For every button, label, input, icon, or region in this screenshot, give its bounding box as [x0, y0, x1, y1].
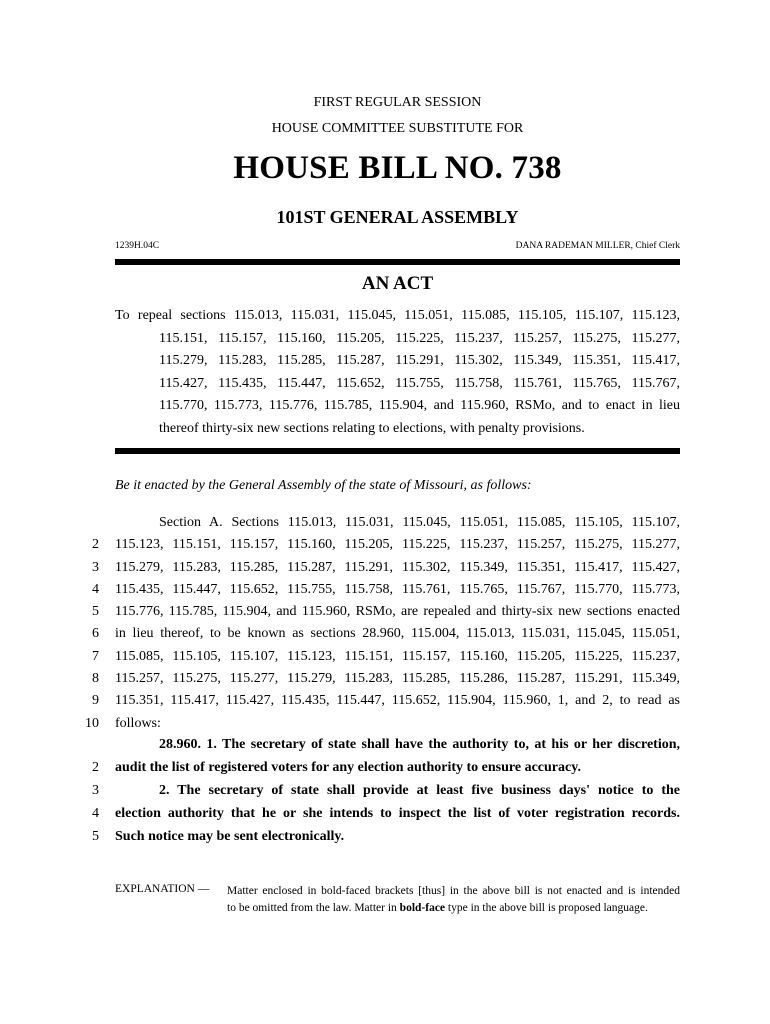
section-line	[74, 733, 680, 756]
substitute-label: HOUSE COMMITTEE SUBSTITUTE FOR	[271, 121, 524, 136]
act-title-line: 115.151, 115.157, 115.160, 115.205, 115.225, 115.237, 115.257, 115.275, 115.277,	[159, 330, 680, 346]
section-line	[74, 779, 680, 802]
section-line	[74, 534, 680, 556]
section-line	[74, 690, 680, 712]
line-text: 28.960. 1. The secretary of state shall have the authority to, at his or her discretion,	[159, 737, 680, 752]
bottom-divider	[115, 448, 680, 454]
explanation-label: EXPLANATION —	[115, 883, 210, 895]
document-code: 1239H.04C	[115, 241, 160, 251]
act-heading: AN ACT	[361, 273, 434, 294]
line-number: 10	[85, 715, 99, 731]
chief-clerk: DANA RADEMAN MILLER, Chief Clerk	[515, 241, 680, 251]
act-title-text	[115, 305, 680, 441]
bill-title: HOUSE BILL NO. 738	[233, 150, 562, 186]
enacting-clause: Be it enacted by the General Assembly of the state of Missouri, as follows:	[115, 478, 532, 493]
line-number: 9	[92, 693, 99, 709]
line-number: 8	[92, 671, 99, 687]
section-line	[74, 825, 680, 848]
section-line	[74, 802, 680, 825]
section-line	[74, 756, 680, 779]
line-text: 115.776, 115.785, 115.904, and 115.960, RSMo, are repealed and thirty-six new sections enacted	[115, 604, 680, 620]
line-number: 6	[92, 626, 99, 642]
explanation-line: Matter enclosed in bold-faced brackets [thus] in the above bill is not enacted and is intended	[227, 885, 680, 897]
section-line	[74, 668, 680, 690]
section-line	[74, 512, 680, 534]
explanation-text-pre: to be omitted from the law. Matter in	[227, 902, 400, 914]
line-number: 2	[92, 537, 99, 553]
explanation-text-post: type in the above bill is proposed language.	[445, 902, 648, 914]
assembly-label: 101ST GENERAL ASSEMBLY	[276, 207, 519, 227]
line-text: 2. The secretary of state shall provide at least five business days' notice to the	[159, 783, 680, 798]
line-text: in lieu thereof, to be known as sections 28.960, 115.004, 115.013, 115.031, 115.045, 115.051,	[115, 626, 680, 642]
explanation-line	[227, 900, 680, 917]
act-title-line: 115.770, 115.773, 115.776, 115.785, 115.904, and 115.960, RSMo, and to enact in lieu	[159, 398, 680, 414]
line-number: 3	[92, 783, 99, 798]
line-number	[74, 733, 115, 756]
line-text: 115.351, 115.417, 115.427, 115.435, 115.447, 115.652, 115.904, 115.960, 1, and 2, to read as	[115, 693, 680, 709]
line-number: 4	[92, 806, 99, 821]
section-line	[74, 646, 680, 668]
session-label: FIRST REGULAR SESSION	[313, 95, 482, 110]
section-line	[74, 557, 680, 579]
line-text: Section A. Sections 115.013, 115.031, 115.045, 115.051, 115.085, 115.105, 115.107,	[159, 515, 680, 530]
act-title-line: 115.427, 115.435, 115.447, 115.652, 115.755, 115.758, 115.761, 115.765, 115.767,	[159, 375, 680, 391]
line-number: 5	[92, 829, 99, 844]
explanation-text	[227, 883, 680, 917]
section-line	[74, 579, 680, 601]
line-number: 2	[92, 760, 99, 775]
line-text: 115.279, 115.283, 115.285, 115.287, 115.291, 115.302, 115.349, 115.351, 115.417, 115.427,	[115, 559, 680, 575]
line-number: 4	[92, 581, 99, 597]
line-text: 115.435, 115.447, 115.652, 115.755, 115.758, 115.761, 115.765, 115.767, 115.770, 115.773,	[115, 581, 680, 597]
line-text: 115.123, 115.151, 115.157, 115.160, 115.205, 115.225, 115.237, 115.257, 115.275, 115.277,	[115, 537, 680, 553]
line-text: 115.257, 115.275, 115.277, 115.279, 115.283, 115.285, 115.286, 115.287, 115.291, 115.349,	[115, 671, 680, 687]
explanation-bold-term: bold-face	[399, 902, 446, 914]
line-text: election authority that he or she intends to inspect the list of voter registration records.	[115, 806, 680, 821]
line-text: audit the list of registered voters for any election authority to ensure accuracy.	[115, 760, 581, 775]
line-number: 3	[92, 559, 99, 575]
act-title-line: thereof thirty-six new sections relating to elections, with penalty provisions.	[159, 420, 585, 436]
section-28960	[74, 733, 680, 848]
top-divider	[115, 259, 680, 265]
act-title-line: To repeal sections 115.013, 115.031, 115.045, 115.051, 115.085, 115.105, 115.107, 115.123,	[115, 308, 680, 323]
line-text: follows:	[115, 715, 161, 731]
section-line	[74, 713, 680, 735]
line-text: 115.085, 115.105, 115.107, 115.123, 115.151, 115.157, 115.160, 115.205, 115.225, 115.237,	[115, 648, 680, 664]
line-number: 5	[92, 604, 99, 620]
line-number	[74, 512, 115, 534]
section-line	[74, 623, 680, 645]
section-line	[74, 601, 680, 623]
section-a	[74, 512, 680, 735]
line-number: 7	[92, 648, 99, 664]
act-title-line: 115.279, 115.283, 115.285, 115.287, 115.291, 115.302, 115.349, 115.351, 115.417,	[159, 353, 680, 369]
line-text: Such notice may be sent electronically.	[115, 829, 345, 844]
